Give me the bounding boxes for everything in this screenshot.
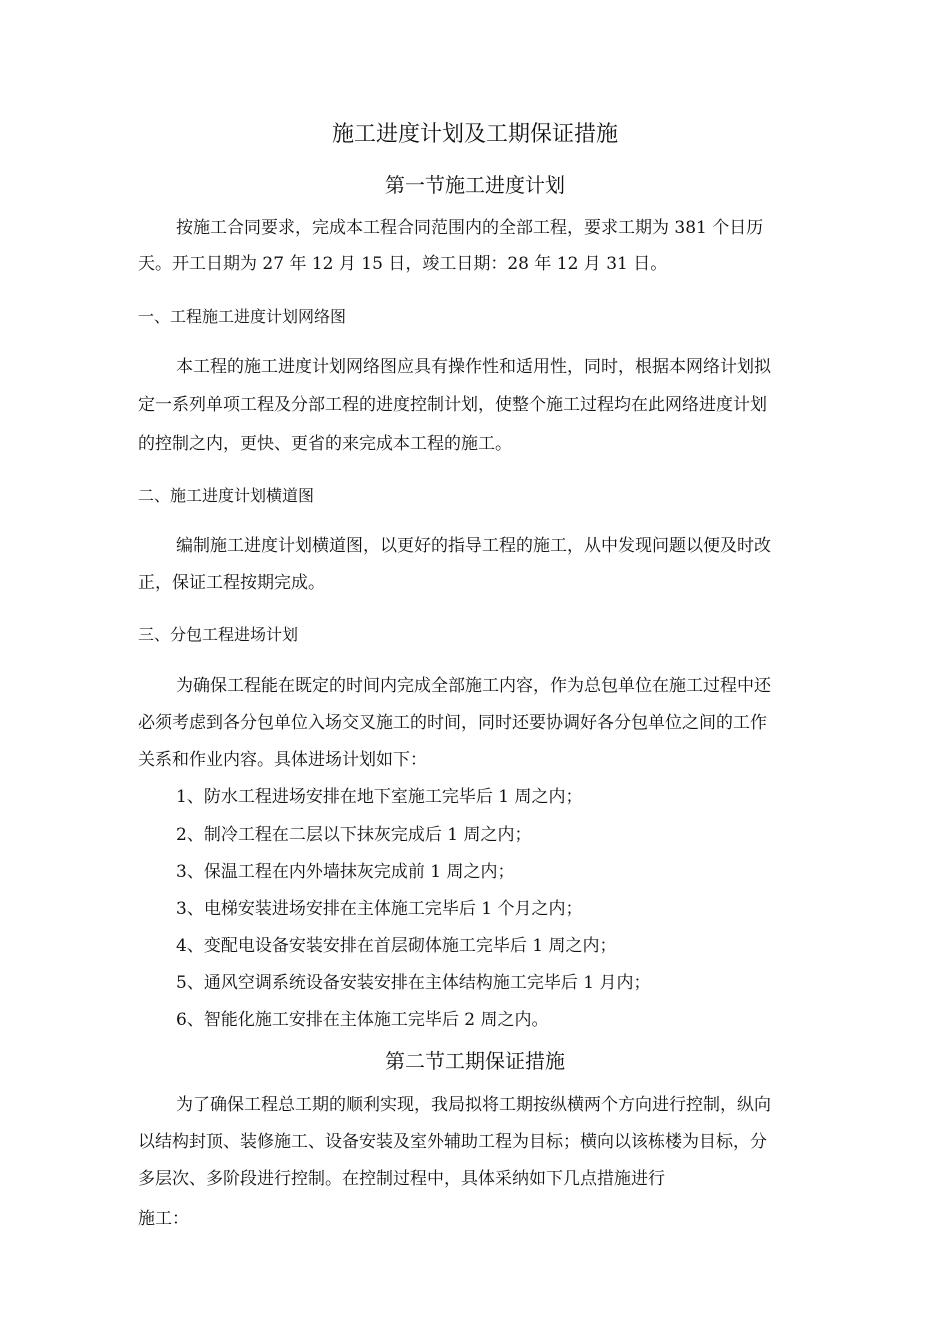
subsection-2-heading: 二、施工进度计划横道图 (138, 486, 315, 505)
section-1-intro-line-1: 按施工合同要求，完成本工程合同范围内的全部工程，要求工期为 381 个日历 (176, 218, 764, 238)
document-title: 施工进度计划及工期保证措施 (331, 122, 618, 147)
list-item: 6、智能化施工安排在主体施工完毕后 2 周之内。 (176, 1010, 549, 1030)
section-2-title: 第二节工期保证措施 (385, 1049, 565, 1073)
subsection-3-heading: 三、分包工程进场计划 (138, 625, 299, 644)
subsection-2-line-2: 正，保证工程按期完成。 (138, 573, 325, 593)
section-2-line-1: 为了确保工程总工期的顺利实现，我局拟将工期按纵横两个方向进行控制，纵向 (176, 1095, 771, 1115)
subsection-1-line-2: 定一系列单项工程及分部工程的进度控制计划，使整个施工过程均在此网络进度计划 (138, 395, 767, 415)
list-item: 3、保温工程在内外墙抹灰完成前 1 周之内； (176, 862, 515, 882)
subsection-3-line-3: 关系和作业内容。具体进场计划如下： (138, 750, 427, 770)
list-item: 4、变配电设备安装安排在首层砌体施工完毕后 1 周之内； (176, 936, 617, 956)
section-1-intro-line-2: 天。开工日期为 27 年 12 月 15 日，竣工日期：28 年 12 月 31 日。 (138, 254, 668, 274)
subsection-2-line-1: 编制施工进度计划横道图，以更好的指导工程的施工，从中发现问题以便及时改 (176, 536, 771, 556)
subsection-3-line-2: 必须考虑到各分包单位入场交叉施工的时间，同时还要协调好各分包单位之间的工作 (138, 713, 767, 733)
list-item: 3、电梯安装进场安排在主体施工完毕后 1 个月之内； (176, 899, 583, 919)
list-item: 5、通风空调系统设备安装安排在主体结构施工完毕后 1 月内； (176, 973, 651, 993)
section-2-line-2: 以结构封顶、装修施工、设备安装及室外辅助工程为目标；横向以该栋楼为目标，分 (138, 1132, 767, 1152)
subsection-3-line-1: 为确保工程能在既定的时间内完成全部施工内容，作为总包单位在施工过程中还 (176, 676, 771, 696)
list-item: 1、防水工程进场安排在地下室施工完毕后 1 周之内； (176, 787, 583, 807)
subsection-1-heading: 一、工程施工进度计划网络图 (138, 307, 347, 326)
list-item: 2、制冷工程在二层以下抹灰完成后 1 周之内； (176, 825, 532, 845)
section-2-line-4: 施工： (138, 1209, 189, 1229)
section-2-line-3: 多层次、多阶段进行控制。在控制过程中，具体采纳如下几点措施进行 (138, 1169, 665, 1189)
subsection-1-line-1: 本工程的施工进度计划网络图应具有操作性和适用性，同时，根据本网络计划拟 (176, 357, 771, 377)
section-1-title: 第一节施工进度计划 (385, 173, 565, 197)
subsection-1-line-3: 的控制之内，更快、更省的来完成本工程的施工。 (138, 434, 512, 454)
